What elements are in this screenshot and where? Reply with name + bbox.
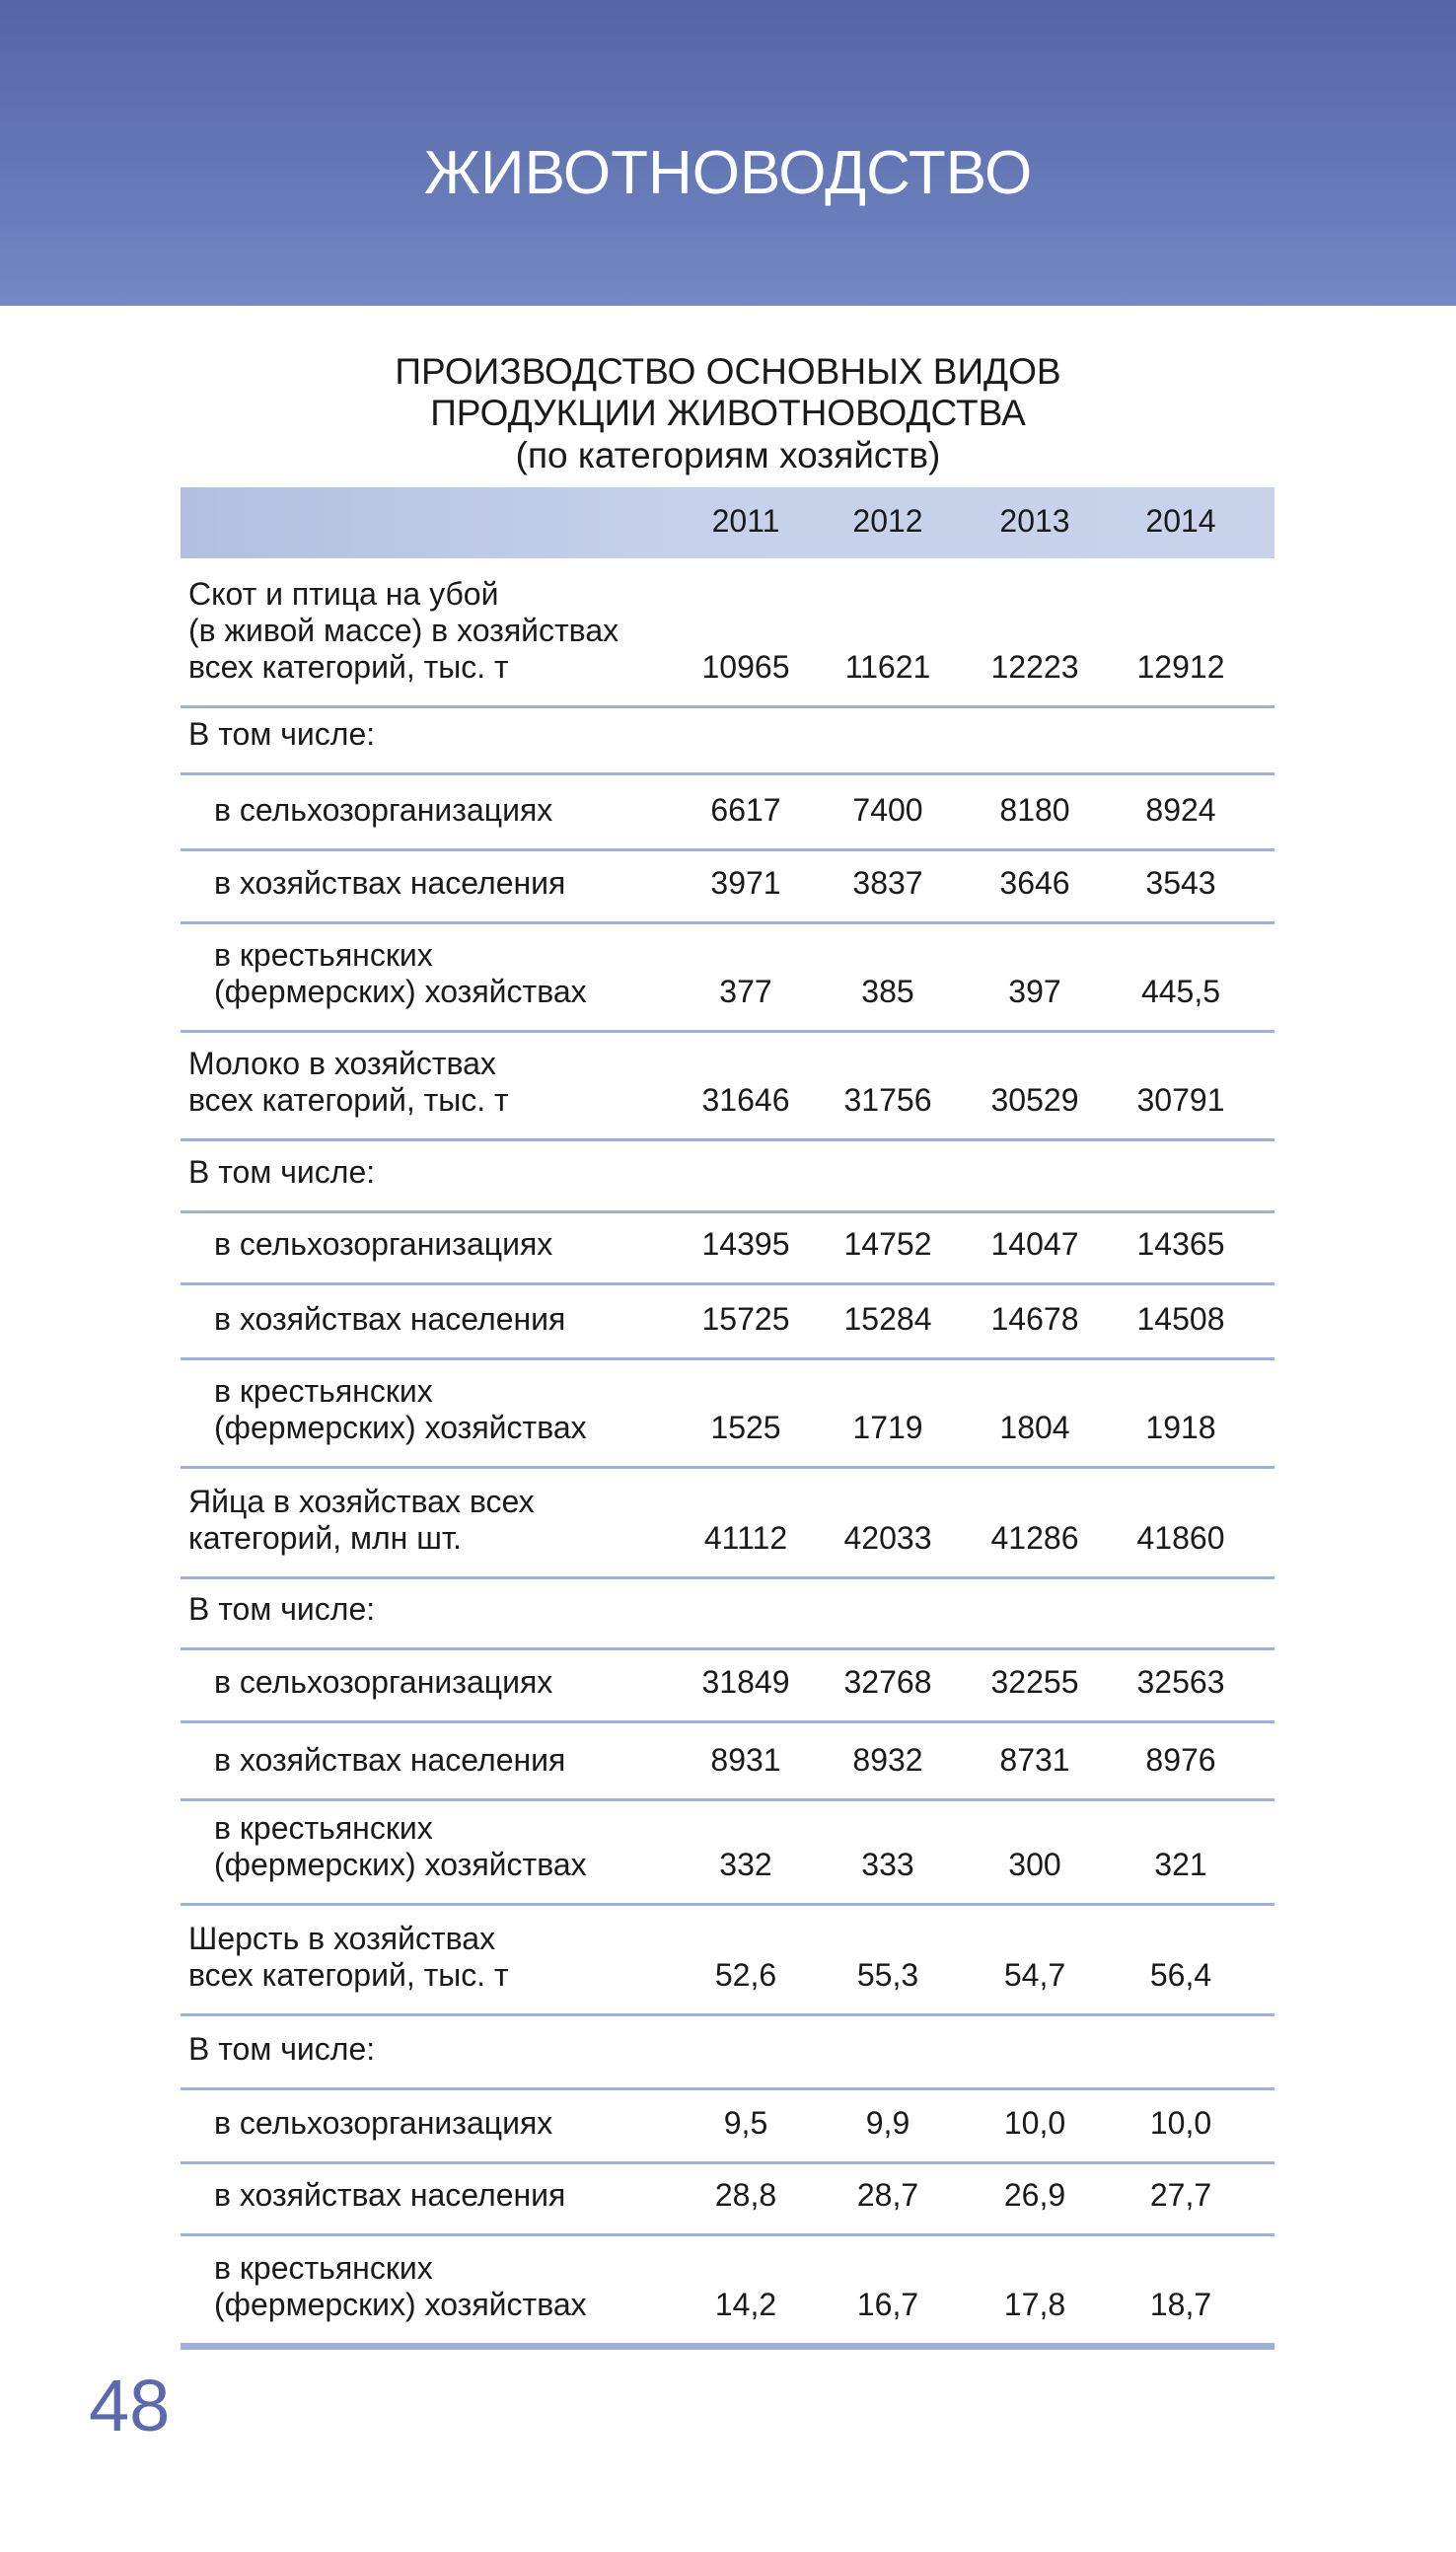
cell-value: 3646 bbox=[999, 865, 1070, 901]
cell-value: 445,5 bbox=[1140, 974, 1221, 1009]
cell-value: 12912 bbox=[1136, 649, 1225, 685]
cell-value: 3543 bbox=[1145, 865, 1216, 901]
year-header: 2012 bbox=[852, 503, 923, 539]
row-label: Скот и птица на убой (в живой массе) в хозяйствах всех категорий, тыс. т bbox=[188, 576, 619, 685]
cell-value: 1525 bbox=[710, 1410, 781, 1445]
cell-value: 31646 bbox=[701, 1082, 790, 1118]
cell-value: 31756 bbox=[843, 1082, 932, 1118]
cell-value: 10,0 bbox=[1149, 2105, 1212, 2141]
row-label: Молоко в хозяйствах всех категорий, тыс. т bbox=[188, 1046, 509, 1118]
cell-value: 14752 bbox=[843, 1226, 932, 1262]
row-label: В том числе: bbox=[188, 716, 376, 752]
cell-value: 385 bbox=[861, 974, 914, 1009]
year-header: 2013 bbox=[999, 503, 1070, 539]
cell-value: 14678 bbox=[990, 1301, 1079, 1337]
cell-value: 397 bbox=[1008, 974, 1061, 1009]
cell-value: 14047 bbox=[990, 1226, 1079, 1262]
row-label: в сельхозорганизациях bbox=[214, 1226, 553, 1262]
cell-value: 31849 bbox=[701, 1664, 790, 1700]
table-title-line-1: ПРОИЗВОДСТВО ОСНОВНЫХ ВИДОВ bbox=[395, 351, 1061, 392]
row-label: В том числе: bbox=[188, 2031, 376, 2067]
cell-value: 8931 bbox=[710, 1742, 781, 1778]
table-row bbox=[181, 708, 1274, 775]
cell-value: 41860 bbox=[1136, 1520, 1225, 1556]
cell-value: 28,7 bbox=[856, 2177, 919, 2213]
cell-value: 27,7 bbox=[1149, 2177, 1212, 2213]
cell-value: 333 bbox=[861, 1847, 914, 1882]
row-label: в хозяйствах населения bbox=[214, 865, 566, 901]
page-number: 48 bbox=[89, 2365, 171, 2446]
cell-value: 1719 bbox=[852, 1410, 923, 1445]
table-row bbox=[181, 1469, 1274, 1579]
cell-value: 28,8 bbox=[714, 2177, 777, 2213]
row-label: В том числе: bbox=[188, 1154, 376, 1190]
cell-value: 32563 bbox=[1136, 1664, 1225, 1700]
cell-value: 32255 bbox=[990, 1664, 1079, 1700]
cell-value: 8180 bbox=[999, 792, 1070, 828]
table-row bbox=[181, 2164, 1274, 2236]
cell-value: 8924 bbox=[1145, 792, 1216, 828]
cell-value: 30529 bbox=[990, 1082, 1079, 1118]
cell-value: 41286 bbox=[990, 1520, 1079, 1556]
cell-value: 14508 bbox=[1136, 1301, 1225, 1337]
table-row bbox=[181, 924, 1274, 1033]
table-row bbox=[181, 1650, 1274, 1723]
cell-value: 1804 bbox=[999, 1410, 1070, 1445]
cell-value: 3971 bbox=[710, 865, 781, 901]
table-row bbox=[181, 1285, 1274, 1360]
cell-value: 14,2 bbox=[714, 2287, 777, 2322]
cell-value: 52,6 bbox=[714, 1957, 777, 1993]
cell-value: 14395 bbox=[701, 1226, 790, 1262]
cell-value: 15725 bbox=[701, 1301, 790, 1337]
cell-value: 6617 bbox=[710, 792, 781, 828]
cell-value: 26,9 bbox=[1003, 2177, 1066, 2213]
row-label: в крестьянских (фермерских) хозяйствах bbox=[214, 937, 587, 1009]
row-label: в крестьянских (фермерских) хозяйствах bbox=[214, 1373, 587, 1445]
cell-value: 377 bbox=[719, 974, 772, 1009]
cell-value: 18,7 bbox=[1149, 2287, 1212, 2322]
cell-value: 12223 bbox=[990, 649, 1079, 685]
table-row bbox=[181, 1033, 1274, 1141]
table-title-line-2: ПРОДУКЦИИ ЖИВОТНОВОДСТВА bbox=[430, 393, 1026, 433]
row-label: в сельхозорганизациях bbox=[214, 792, 553, 828]
production-table bbox=[181, 487, 1274, 2350]
cell-value: 332 bbox=[719, 1847, 772, 1882]
row-label: В том числе: bbox=[188, 1591, 376, 1627]
year-header: 2011 bbox=[711, 503, 780, 539]
cell-value: 8976 bbox=[1145, 1742, 1216, 1778]
cell-value: 8731 bbox=[999, 1742, 1070, 1778]
cell-value: 17,8 bbox=[1003, 2287, 1066, 2322]
cell-value: 54,7 bbox=[1003, 1957, 1066, 1993]
table-row bbox=[181, 851, 1274, 924]
cell-value: 42033 bbox=[843, 1520, 932, 1556]
table-row bbox=[181, 2090, 1274, 2164]
row-label: в хозяйствах населения bbox=[214, 1742, 566, 1778]
cell-value: 56,4 bbox=[1149, 1957, 1212, 1993]
cell-value: 41112 bbox=[703, 1520, 788, 1556]
page-title: ЖИВОТНОВОДСТВО bbox=[423, 139, 1033, 207]
year-header: 2014 bbox=[1145, 503, 1216, 539]
cell-value: 3837 bbox=[852, 865, 923, 901]
row-label: в сельхозорганизациях bbox=[214, 2105, 553, 2141]
cell-value: 300 bbox=[1008, 1847, 1061, 1882]
table-row bbox=[181, 1141, 1274, 1213]
cell-value: 14365 bbox=[1136, 1226, 1225, 1262]
row-label: в сельхозорганизациях bbox=[214, 1664, 553, 1700]
table-row bbox=[181, 1723, 1274, 1801]
cell-value: 32768 bbox=[843, 1664, 932, 1700]
cell-value: 9,5 bbox=[723, 2105, 768, 2141]
row-label: Шерсть в хозяйствах всех категорий, тыс. т bbox=[188, 1921, 509, 1993]
row-label: Яйца в хозяйствах всех категорий, млн шт. bbox=[188, 1484, 535, 1556]
row-label: в хозяйствах населения bbox=[214, 2177, 566, 2213]
table-row bbox=[181, 1801, 1274, 1906]
cell-value: 55,3 bbox=[856, 1957, 919, 1993]
row-label: в крестьянских (фермерских) хозяйствах bbox=[214, 1810, 587, 1882]
cell-value: 10,0 bbox=[1003, 2105, 1066, 2141]
table-header-row bbox=[181, 487, 1274, 558]
row-label: в хозяйствах населения bbox=[214, 1301, 566, 1337]
table-row bbox=[181, 2236, 1274, 2350]
cell-value: 1918 bbox=[1145, 1410, 1216, 1445]
table-row bbox=[181, 558, 1274, 708]
cell-value: 16,7 bbox=[856, 2287, 919, 2322]
table-row bbox=[181, 1360, 1274, 1469]
table-title-line-3: (по категориям хозяйств) bbox=[515, 435, 941, 475]
table-row bbox=[181, 1579, 1274, 1650]
header-banner bbox=[0, 0, 1456, 306]
cell-value: 7400 bbox=[852, 792, 923, 828]
cell-value: 321 bbox=[1154, 1847, 1207, 1882]
table-row bbox=[181, 1213, 1274, 1285]
cell-value: 11621 bbox=[844, 649, 931, 685]
cell-value: 15284 bbox=[843, 1301, 932, 1337]
cell-value: 9,9 bbox=[865, 2105, 910, 2141]
cell-value: 30791 bbox=[1136, 1082, 1225, 1118]
row-label: в крестьянских (фермерских) хозяйствах bbox=[214, 2250, 587, 2322]
table-row bbox=[181, 1906, 1274, 2016]
table-row bbox=[181, 775, 1274, 851]
table-row bbox=[181, 2016, 1274, 2090]
cell-value: 10965 bbox=[701, 649, 790, 685]
cell-value: 8932 bbox=[852, 1742, 923, 1778]
